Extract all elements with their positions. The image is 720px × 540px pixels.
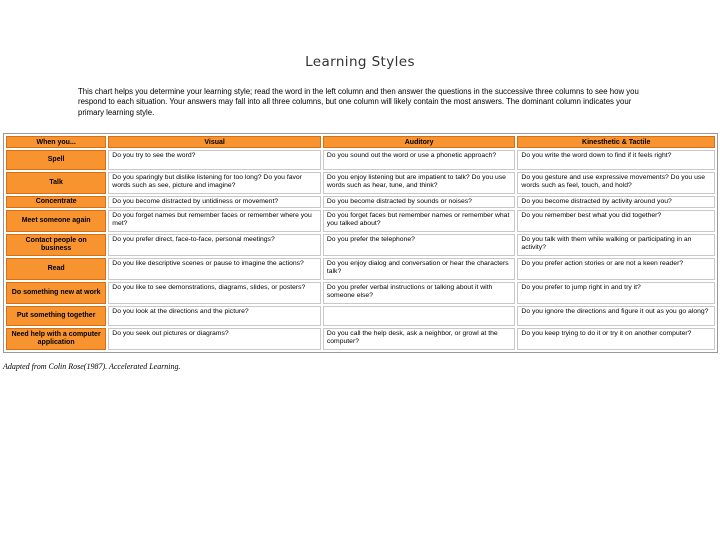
table-row <box>6 258 715 280</box>
table-row <box>6 328 715 350</box>
row-label: Concentrate <box>6 196 106 208</box>
kinesthetic-cell: Do you gesture and use expressive movements? Do you use words such as feel, touch, and hold? <box>517 172 715 194</box>
auditory-cell: Do you forget faces but remember names or remember what you talked about? <box>323 210 516 232</box>
auditory-cell: Do you enjoy dialog and conversation or hear the characters talk? <box>323 258 516 280</box>
table-row <box>6 282 715 304</box>
learning-styles-table <box>4 134 717 352</box>
table-row <box>6 210 715 232</box>
table-row <box>6 150 715 170</box>
kinesthetic-cell: Do you ignore the directions and figure it out as you go along? <box>517 306 715 326</box>
row-label: Contact people on business <box>6 234 106 256</box>
visual-cell: Do you sparingly but dislike listening for too long? Do you favor words such as see, picture and imagine? <box>108 172 321 194</box>
table-header-row <box>6 136 715 148</box>
auditory-cell: Do you prefer the telephone? <box>323 234 516 256</box>
intro-paragraph: This chart helps you determine your learning style; read the word in the left column and then answer the questions in the successive three columns to see how you respond to each situation. Your answers may fall into all three columns, but one column will likely contain the most answers. The dominant column indicates your primary learning style. <box>78 87 639 117</box>
visual-cell: Do you prefer direct, face-to-face, personal meetings? <box>108 234 321 256</box>
header-auditory: Auditory <box>323 136 516 148</box>
visual-cell: Do you look at the directions and the picture? <box>108 306 321 326</box>
row-label: Talk <box>6 172 106 194</box>
kinesthetic-cell: Do you prefer action stories or are not a keen reader? <box>517 258 715 280</box>
kinesthetic-cell: Do you prefer to jump right in and try it? <box>517 282 715 304</box>
table-row <box>6 172 715 194</box>
visual-cell: Do you seek out pictures or diagrams? <box>108 328 321 350</box>
table-row <box>6 306 715 326</box>
visual-cell: Do you become distracted by untidiness or movement? <box>108 196 321 208</box>
header-kinesthetic: Kinesthetic & Tactile <box>517 136 715 148</box>
row-label: Read <box>6 258 106 280</box>
visual-cell: Do you like descriptive scenes or pause to imagine the actions? <box>108 258 321 280</box>
page-title: Learning Styles <box>305 54 415 70</box>
auditory-cell: Do you prefer verbal instructions or talking about it with someone else? <box>323 282 516 304</box>
auditory-cell <box>323 306 516 326</box>
visual-cell: Do you like to see demonstrations, diagrams, slides, or posters? <box>108 282 321 304</box>
row-label: Need help with a computer application <box>6 328 106 350</box>
row-label: Put something together <box>6 306 106 326</box>
auditory-cell: Do you sound out the word or use a phonetic approach? <box>323 150 516 170</box>
learning-styles-table-container <box>3 133 718 353</box>
auditory-cell: Do you enjoy listening but are impatient to talk? Do you use words such as hear, tune, and think? <box>323 172 516 194</box>
table-row <box>6 196 715 208</box>
header-when-you: When you... <box>6 136 106 148</box>
kinesthetic-cell: Do you remember best what you did together? <box>517 210 715 232</box>
visual-cell: Do you try to see the word? <box>108 150 321 170</box>
row-label: Spell <box>6 150 106 170</box>
visual-cell: Do you forget names but remember faces or remember where you met? <box>108 210 321 232</box>
auditory-cell: Do you become distracted by sounds or noises? <box>323 196 516 208</box>
row-label: Do something new at work <box>6 282 106 304</box>
auditory-cell: Do you call the help desk, ask a neighbor, or growl at the computer? <box>323 328 516 350</box>
table-row <box>6 234 715 256</box>
kinesthetic-cell: Do you become distracted by activity around you? <box>517 196 715 208</box>
source-credit: Adapted from Colin Rose(1987). Accelerated Learning. <box>3 362 181 371</box>
row-label: Meet someone again <box>6 210 106 232</box>
header-visual: Visual <box>108 136 321 148</box>
kinesthetic-cell: Do you talk with them while walking or participating in an activity? <box>517 234 715 256</box>
kinesthetic-cell: Do you keep trying to do it or try it on another computer? <box>517 328 715 350</box>
kinesthetic-cell: Do you write the word down to find if it feels right? <box>517 150 715 170</box>
